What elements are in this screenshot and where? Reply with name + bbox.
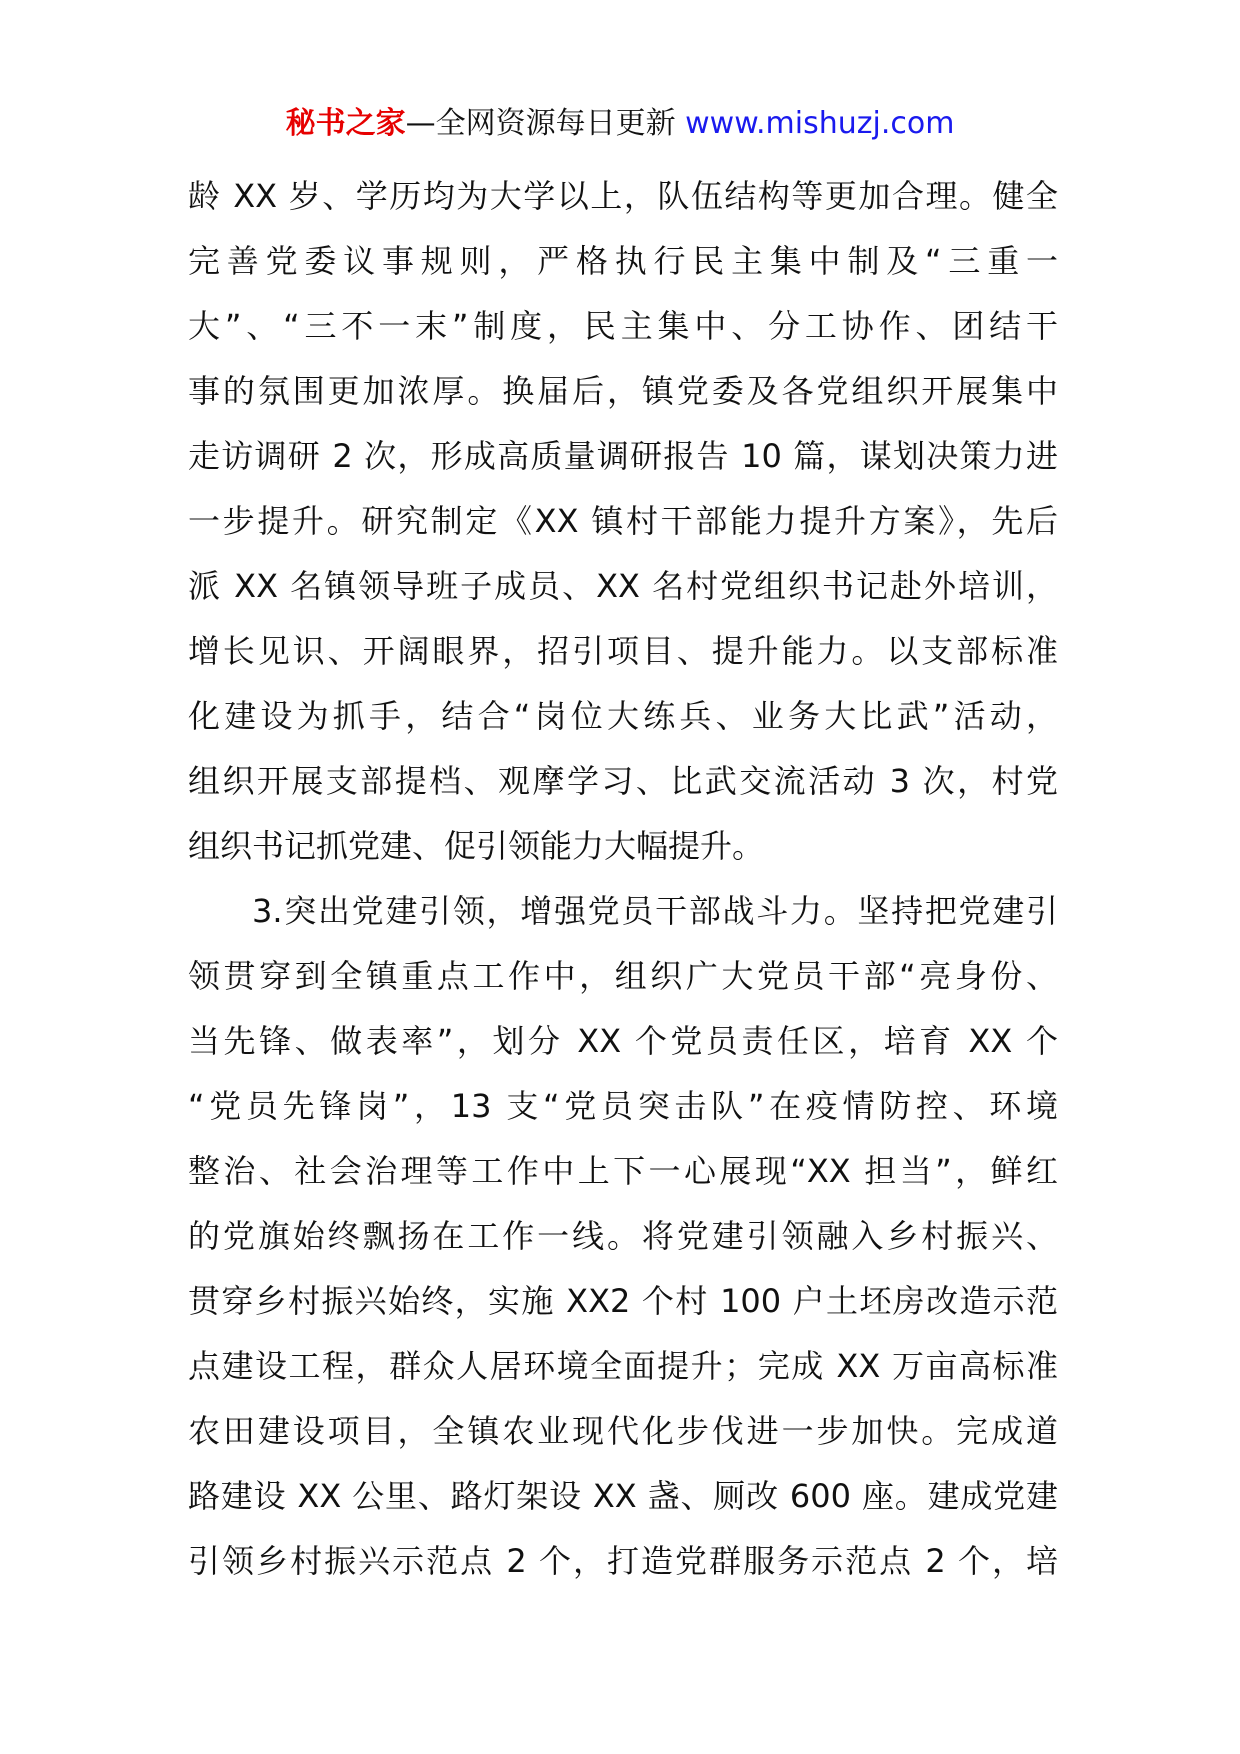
site-header [0,104,1240,144]
text-line: “党员先锋岗”，13 支“党员突击队”在疫情防控、环境 [188,1087,1058,1125]
text-line: 农田建设项目，全镇农业现代化步伐进一步加快。完成道 [188,1412,1058,1450]
document-body [188,164,1058,1594]
brand-name: 秘书之家 [285,106,406,141]
text-line: 龄 XX 岁、学历均为大学以上，队伍结构等更加合理。健全 [188,177,1058,215]
text-line: 大”、“三不一末”制度，民主集中、分工协作、团结干 [188,307,1058,345]
text-line: 事的氛围更加浓厚。换届后，镇党委及各党组织开展集中 [188,372,1058,410]
text-line: 领贯穿到全镇重点工作中，组织广大党员干部“亮身份、 [188,957,1058,995]
text-line: 走访调研 2 次，形成高质量调研报告 10 篇，谋划决策力进 [188,437,1058,475]
text-line: 组织开展支部提档、观摩学习、比武交流活动 3 次，村党 [188,762,1058,800]
site-url-link[interactable]: www.mishuzj.com [685,106,955,141]
text-line: 路建设 XX 公里、路灯架设 XX 盏、厕改 600 座。建成党建 [188,1477,1058,1515]
text-line: 增长见识、开阔眼界，招引项目、提升能力。以支部标准 [188,632,1058,670]
text-line: 整治、社会治理等工作中上下一心展现“XX 担当”，鲜红 [188,1152,1058,1190]
header-tagline: —全网资源每日更新 [405,106,686,141]
paragraph-first-line: 3.突出党建引领，增强党员干部战斗力。坚持把党建引 [252,892,1058,930]
text-line: 化建设为抓手，结合“岗位大练兵、业务大比武”活动， [188,697,1058,735]
text-line: 的党旗始终飘扬在工作一线。将党建引领融入乡村振兴、 [188,1217,1058,1255]
text-line: 贯穿乡村振兴始终，实施 XX2 个村 100 户土坯房改造示范 [188,1282,1058,1320]
text-line: 当先锋、做表率”，划分 XX 个党员责任区，培育 XX 个 [188,1022,1058,1060]
text-line: 点建设工程，群众人居环境全面提升；完成 XX 万亩高标准 [188,1347,1058,1385]
text-line: 派 XX 名镇领导班子成员、XX 名村党组织书记赴外培训， [188,567,1058,605]
text-line: 一步提升。研究制定《XX 镇村干部能力提升方案》，先后 [188,502,1058,540]
text-line: 引领乡村振兴示范点 2 个，打造党群服务示范点 2 个，培 [188,1542,1058,1580]
paragraph-last-line: 组织书记抓党建、促引领能力大幅提升。 [188,827,765,865]
text-line: 完善党委议事规则，严格执行民主集中制及“三重一 [188,242,1058,280]
